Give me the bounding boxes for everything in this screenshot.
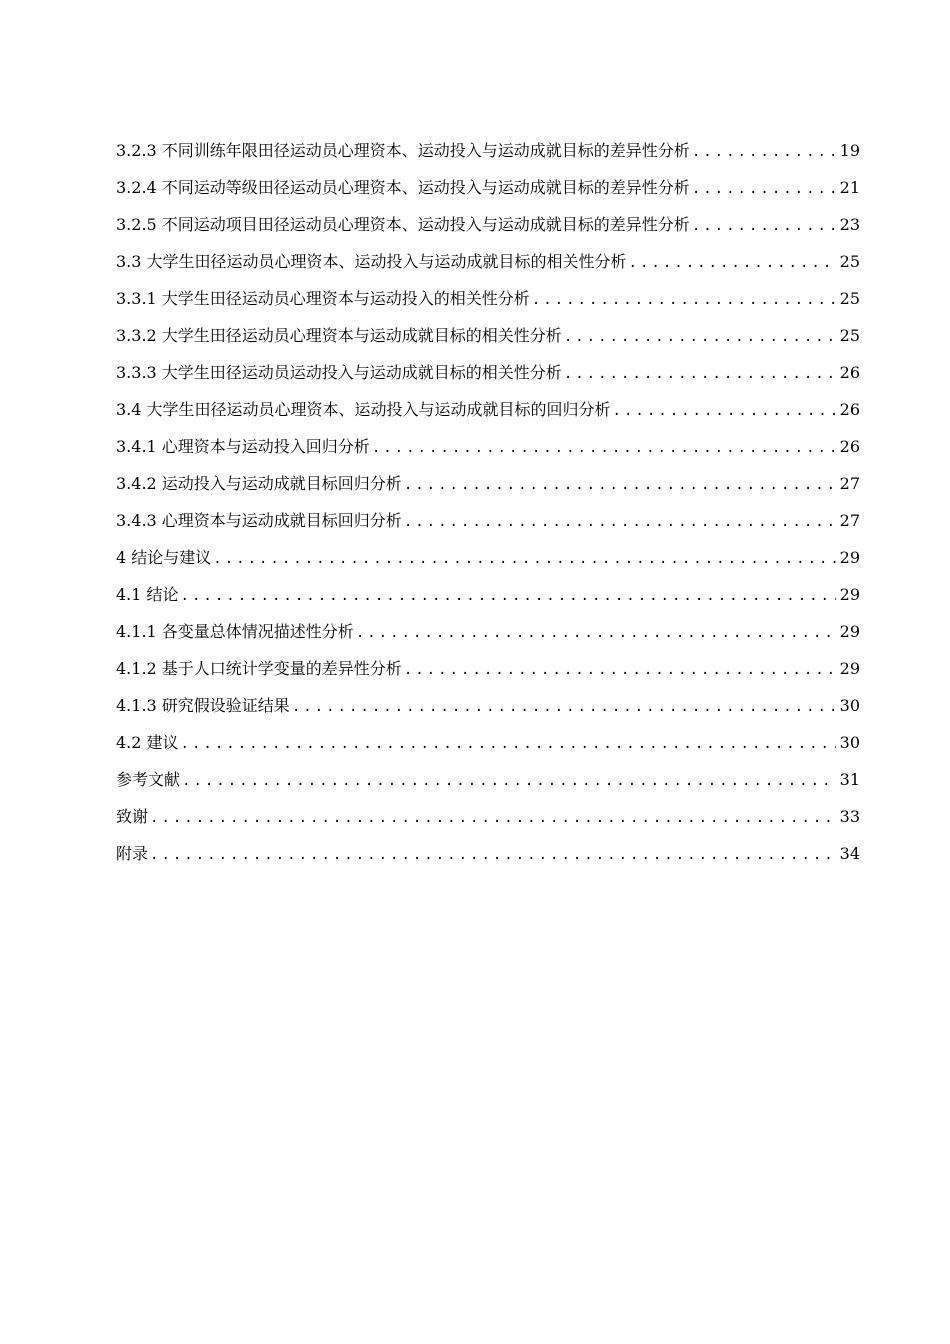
toc-dot-leader: [564, 324, 836, 350]
toc-entry-title: 3.3.3 大学生田径运动员运动投入与运动成就目标的相关性分析: [116, 363, 562, 382]
toc-entry-page: 29: [839, 622, 860, 641]
toc-entry-title: 3.4.3 心理资本与运动成就目标回归分析: [116, 511, 402, 530]
toc-entry[interactable]: [116, 397, 860, 434]
toc-entry-title: 4.1.3 研究假设验证结果: [116, 696, 290, 715]
toc-entry-page: 30: [839, 696, 860, 715]
toc-entry-title: 4.1 结论: [116, 585, 179, 604]
toc-entry[interactable]: [116, 693, 860, 730]
toc-entry-title: 3.2.3 不同训练年限田径运动员心理资本、运动投入与运动成就目标的差异性分析: [116, 141, 690, 160]
toc-entry-title: 3.4.1 心理资本与运动投入回归分析: [116, 437, 370, 456]
toc-entry-title: 3.3 大学生田径运动员心理资本、运动投入与运动成就目标的相关性分析: [116, 252, 627, 271]
toc-entry-title: 3.2.4 不同运动等级田径运动员心理资本、运动投入与运动成就目标的差异性分析: [116, 178, 690, 197]
toc-entry-title: 4.2 建议: [116, 733, 179, 752]
toc-entry[interactable]: [116, 138, 860, 175]
toc-entry-title: 3.4 大学生田径运动员心理资本、运动投入与运动成就目标的回归分析: [116, 400, 611, 419]
toc-entry-page: 31: [839, 770, 860, 789]
toc-entry-title: 参考文献: [116, 770, 181, 789]
toc-entry[interactable]: [116, 804, 860, 841]
toc-dot-leader: [564, 361, 836, 387]
toc-entry-page: 26: [839, 437, 860, 456]
toc-entry-page: 27: [839, 511, 860, 530]
toc-dot-leader: [372, 435, 836, 461]
toc-entry-page: 25: [839, 252, 860, 271]
toc-dot-leader: [181, 583, 836, 609]
toc-entry[interactable]: [116, 508, 860, 545]
toc-entry-title: 3.4.2 运动投入与运动成就目标回归分析: [116, 474, 402, 493]
toc-entry[interactable]: [116, 360, 860, 397]
toc-entry-title: 3.3.1 大学生田径运动员心理资本与运动投入的相关性分析: [116, 289, 530, 308]
toc-dot-leader: [692, 213, 836, 239]
toc-entry-page: 27: [839, 474, 860, 493]
toc-dot-leader: [629, 250, 836, 276]
toc-dot-leader: [356, 620, 836, 646]
toc-entry-page: 29: [839, 585, 860, 604]
toc-entry[interactable]: [116, 730, 860, 767]
toc-entry[interactable]: [116, 767, 860, 804]
toc-entry-page: 19: [839, 141, 860, 160]
toc-entry-title: 3.3.2 大学生田径运动员心理资本与运动成就目标的相关性分析: [116, 326, 562, 345]
table-of-contents: [116, 138, 860, 878]
toc-entry-title: 致谢: [116, 807, 149, 826]
toc-entry[interactable]: [116, 619, 860, 656]
toc-entry[interactable]: [116, 286, 860, 323]
toc-entry[interactable]: [116, 545, 860, 582]
toc-dot-leader: [292, 694, 836, 720]
toc-entry-title: 4.1.1 各变量总体情况描述性分析: [116, 622, 354, 641]
toc-entry-page: 34: [839, 844, 860, 863]
toc-dot-leader: [404, 657, 836, 683]
toc-dot-leader: [213, 546, 835, 572]
toc-entry[interactable]: [116, 249, 860, 286]
toc-dot-leader: [150, 805, 836, 831]
toc-dot-leader: [181, 731, 836, 757]
toc-entry[interactable]: [116, 841, 860, 878]
toc-entry-title: 4 结论与建议: [116, 548, 212, 567]
toc-entry[interactable]: [116, 212, 860, 249]
toc-entry-title: 3.2.5 不同运动项目田径运动员心理资本、运动投入与运动成就目标的差异性分析: [116, 215, 690, 234]
toc-dot-leader: [692, 139, 836, 165]
toc-entry-title: 附录: [116, 844, 149, 863]
toc-entry-page: 26: [839, 400, 860, 419]
toc-dot-leader: [404, 509, 836, 535]
toc-entry-page: 26: [839, 363, 860, 382]
toc-entry[interactable]: [116, 323, 860, 360]
toc-entry[interactable]: [116, 471, 860, 508]
toc-entry[interactable]: [116, 582, 860, 619]
toc-entry-page: 29: [839, 659, 860, 678]
toc-dot-leader: [150, 842, 836, 868]
toc-dot-leader: [532, 287, 836, 313]
toc-entry-page: 33: [839, 807, 860, 826]
toc-dot-leader: [404, 472, 836, 498]
toc-dot-leader: [182, 768, 836, 794]
toc-entry[interactable]: [116, 656, 860, 693]
toc-dot-leader: [613, 398, 836, 424]
toc-entry[interactable]: [116, 434, 860, 471]
toc-entry-title: 4.1.2 基于人口统计学变量的差异性分析: [116, 659, 402, 678]
toc-entry-page: 23: [839, 215, 860, 234]
toc-entry-page: 21: [839, 178, 860, 197]
toc-entry-page: 30: [839, 733, 860, 752]
toc-entry-page: 25: [839, 326, 860, 345]
toc-entry[interactable]: [116, 175, 860, 212]
toc-entry-page: 25: [839, 289, 860, 308]
toc-dot-leader: [692, 176, 836, 202]
toc-entry-page: 29: [839, 548, 860, 567]
